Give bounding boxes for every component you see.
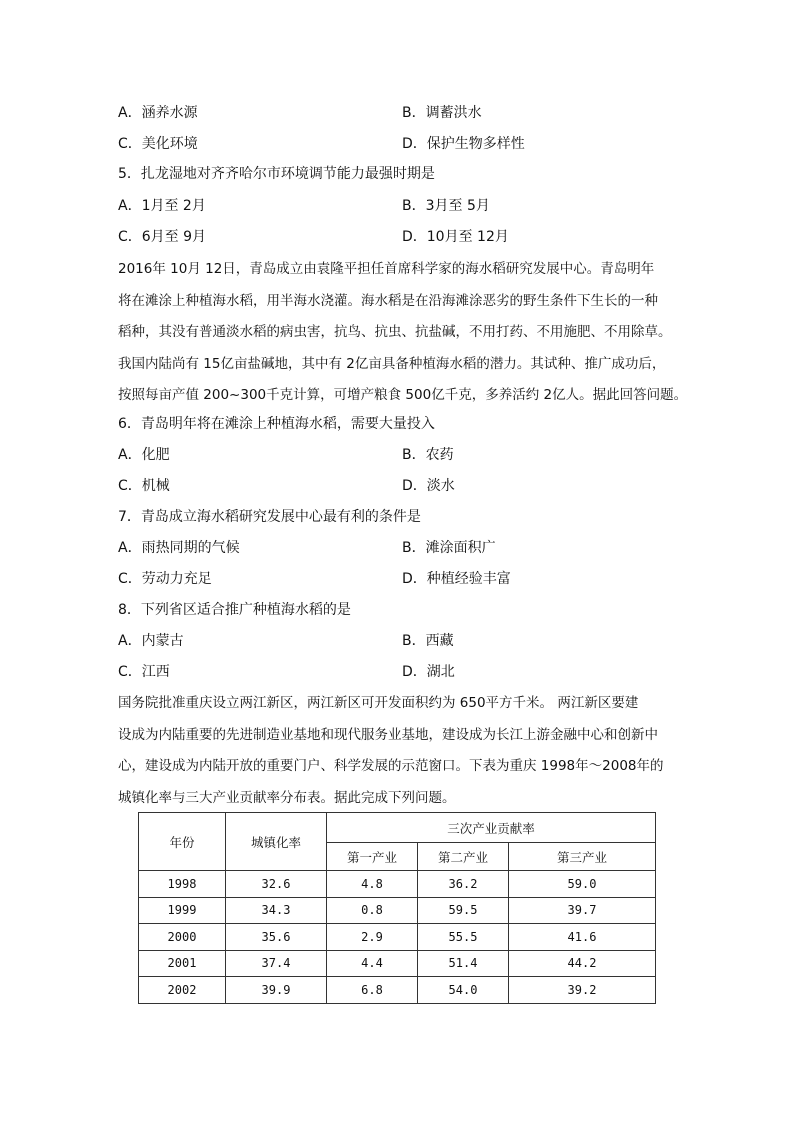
- q5-option-a: A．1月至 2月: [118, 198, 206, 214]
- table-row: [139, 897, 656, 924]
- table-row: [139, 924, 656, 951]
- header-urbanization-rate: 城镇化率: [226, 813, 327, 871]
- cell-primary: 2.9: [327, 924, 418, 951]
- cell-urbanization: 37.4: [226, 950, 327, 977]
- cell-tertiary: 59.0: [509, 871, 656, 898]
- q8-option-d: D．湖北: [402, 664, 455, 680]
- cell-primary: 4.8: [327, 871, 418, 898]
- cell-secondary: 51.4: [418, 950, 509, 977]
- passage2-line: 心，建设成为内陆开放的重要门户、科学发展的示范窗口。下表为重庆 1998年～2008年的: [118, 758, 664, 774]
- header-tertiary-industry: 第三产业: [509, 843, 656, 871]
- cell-tertiary: 44.2: [509, 950, 656, 977]
- cell-secondary: 55.5: [418, 924, 509, 951]
- cell-secondary: 36.2: [418, 871, 509, 898]
- table-row: [139, 977, 656, 1004]
- cell-year: 2000: [139, 924, 226, 951]
- cell-primary: 0.8: [327, 897, 418, 924]
- q4-option-b: B．调蓄洪水: [402, 105, 482, 121]
- q8-stem: 8．下列省区适合推广种植海水稻的是: [118, 602, 351, 618]
- passage-liangjiang: [118, 688, 678, 814]
- cell-tertiary: 39.7: [509, 897, 656, 924]
- passage1-line: 稻种，其没有普通淡水稻的病虫害，抗鸟、抗虫、抗盐碱，不用打药、不用施肥、不用除草。: [118, 324, 672, 340]
- cell-year: 2001: [139, 950, 226, 977]
- table-row: [139, 871, 656, 898]
- q6-option-d: D．淡水: [402, 478, 455, 494]
- q5-option-d: D．10月至 12月: [402, 229, 509, 245]
- q4-option-a: A．涵养水源: [118, 105, 198, 121]
- header-year: 年份: [139, 813, 226, 871]
- q6-stem: 6．青岛明年将在滩涂上种植海水稻，需要大量投入: [118, 416, 435, 432]
- passage1-line: 2016年 10月 12日，青岛成立由袁隆平担任首席科学家的海水稻研究发展中心。青岛明年: [118, 261, 655, 277]
- q8-option-a: A．内蒙古: [118, 633, 184, 649]
- passage2-line: 国务院批准重庆设立两江新区，两江新区可开发面积约为 650平方千米。 两江新区要建: [118, 695, 639, 711]
- passage1-line: 将在滩涂上种植海水稻，用半海水浇灌。海水稻是在沿海滩涂恶劣的野生条件下生长的一种: [118, 292, 658, 309]
- cell-urbanization: 35.6: [226, 924, 327, 951]
- passage2-line: 设成为内陆重要的先进制造业基地和现代服务业基地，建设成为长江上游金融中心和创新中: [118, 726, 658, 743]
- q7-stem: 7．青岛成立海水稻研究发展中心最有利的条件是: [118, 509, 421, 525]
- passage1-line: 按照每亩产值 200~300千克计算，可增产粮食 500亿千克，多养活约 2亿人。据此回答问题。: [118, 387, 688, 403]
- cell-year: 2002: [139, 977, 226, 1004]
- passage1-line: 我国内陆尚有 15亿亩盐碱地，其中有 2亿亩具备种植海水稻的潜力。其试种、推广成功后，: [118, 355, 666, 372]
- q7-option-a: A．雨热同期的气候: [118, 540, 240, 556]
- q4-option-d: D．保护生物多样性: [402, 136, 525, 152]
- header-primary-industry: 第一产业: [327, 843, 418, 871]
- q8-option-c: C．江西: [118, 664, 170, 680]
- q6-option-c: C．机械: [118, 478, 170, 494]
- q7-option-b: B．滩涂面积广: [402, 540, 496, 556]
- cell-urbanization: 39.9: [226, 977, 327, 1004]
- urbanization-industry-table: [138, 812, 656, 1004]
- cell-secondary: 54.0: [418, 977, 509, 1004]
- cell-year: 1999: [139, 897, 226, 924]
- q5-stem: 5．扎龙湿地对齐齐哈尔市环境调节能力最强时期是: [118, 166, 435, 182]
- q4-option-c: C．美化环境: [118, 136, 198, 152]
- q6-option-a: A．化肥: [118, 447, 170, 463]
- q6-option-b: B．农药: [402, 447, 454, 463]
- passage2-line: 城镇化率与三大产业贡献率分布表。据此完成下列问题。: [118, 789, 456, 806]
- cell-tertiary: 39.2: [509, 977, 656, 1004]
- q7-option-d: D．种植经验丰富: [402, 571, 511, 587]
- q7-option-c: C．劳动力充足: [118, 571, 212, 587]
- header-industry-contribution: 三次产业贡献率: [327, 813, 656, 843]
- q8-option-b: B．西藏: [402, 633, 454, 649]
- header-secondary-industry: 第二产业: [418, 843, 509, 871]
- cell-secondary: 59.5: [418, 897, 509, 924]
- q5-option-b: B．3月至 5月: [402, 198, 490, 214]
- q5-option-c: C．6月至 9月: [118, 229, 207, 245]
- cell-urbanization: 34.3: [226, 897, 327, 924]
- table-row: [139, 950, 656, 977]
- cell-year: 1998: [139, 871, 226, 898]
- cell-urbanization: 32.6: [226, 871, 327, 898]
- cell-primary: 6.8: [327, 977, 418, 1004]
- passage-seawater-rice: [118, 254, 688, 412]
- cell-primary: 4.4: [327, 950, 418, 977]
- cell-tertiary: 41.6: [509, 924, 656, 951]
